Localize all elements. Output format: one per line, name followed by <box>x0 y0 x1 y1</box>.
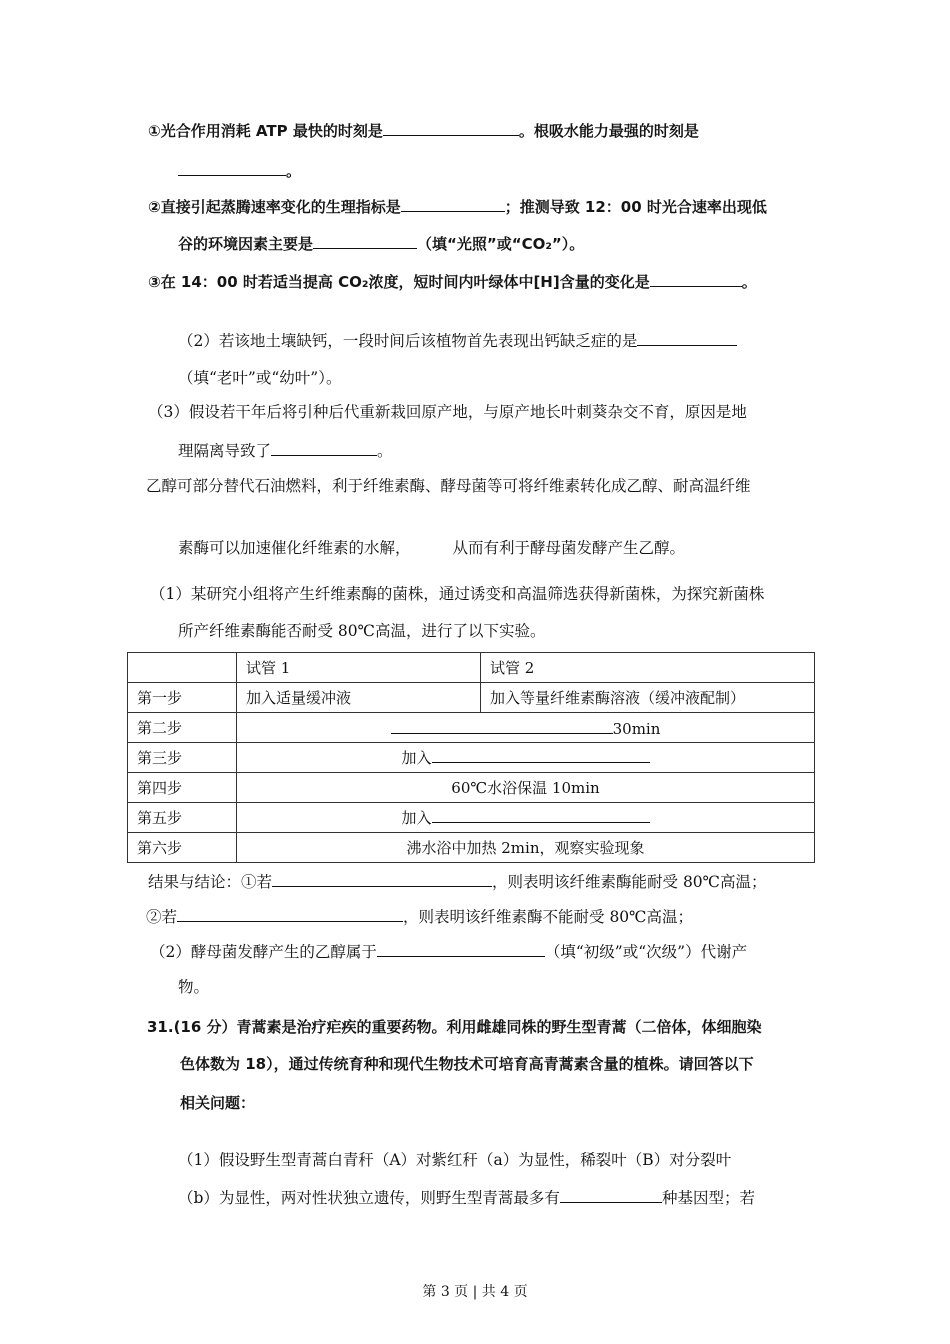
result-line-1 <box>148 871 767 892</box>
q-ethanol-p1-line-1 <box>150 584 764 604</box>
q-isolation-line-2 <box>178 440 393 461</box>
text: ②若 <box>146 908 178 926</box>
answer-blank <box>383 120 519 136</box>
q-ethanol-intro-1 <box>146 476 751 496</box>
text: 。根吸水能力最强的时刻是 <box>518 122 699 140</box>
text: 理隔离导致了 <box>178 442 272 460</box>
text: 31.(16 分）青蒿素是治疗疟疾的重要药物。利用雌雄同株的野生型青蒿（二倍体，体细胞染 <box>147 1018 762 1036</box>
text: 加入 <box>401 809 432 827</box>
answer-blank <box>560 1187 662 1203</box>
answer-blank <box>650 271 742 287</box>
text: 谷的环境因素主要是 <box>178 235 314 253</box>
text: （填“老叶”或“幼叶”）。 <box>178 369 342 387</box>
answer-blank <box>401 196 505 212</box>
table-row <box>128 743 815 773</box>
text: 乙醇可部分替代石油燃料，利于纤维素酶、酵母菌等可将纤维素转化成乙醇、耐高温纤维 <box>146 477 751 495</box>
step-label: 第五步 <box>128 803 237 833</box>
answer-blank <box>178 160 286 176</box>
table-row <box>128 803 815 833</box>
answer-blank <box>637 330 737 346</box>
text: 。 <box>377 442 393 460</box>
table-cell: 加入适量缓冲液 <box>237 683 481 713</box>
q-photo-line-4 <box>178 233 584 254</box>
q-ethanol-intro-2 <box>178 538 685 558</box>
answer-blank <box>377 941 545 957</box>
table-header-tube-2: 试管 2 <box>481 653 815 683</box>
answer-blank <box>271 440 377 456</box>
answer-blank <box>272 871 492 887</box>
step-label: 第四步 <box>128 773 237 803</box>
step-label: 第六步 <box>128 833 237 863</box>
text: （填“光照”或“CO₂”）。 <box>417 235 585 253</box>
text: ②直接引起蒸腾速率变化的生理指标是 <box>148 198 401 216</box>
answer-blank <box>432 807 650 823</box>
q-photo-line-2 <box>178 160 301 181</box>
table-header-tube-1: 试管 1 <box>237 653 481 683</box>
step-label: 第三步 <box>128 743 237 773</box>
q-photo-line-3 <box>148 196 767 217</box>
table-row <box>128 653 815 683</box>
q-ethanol-p2-line-1 <box>150 941 747 962</box>
text: 物。 <box>178 978 210 996</box>
table-cell <box>128 653 237 683</box>
text: （2）若该地土壤缺钙，一段时间后该植物首先表现出钙缺乏症的是 <box>178 332 638 350</box>
text: （3）假设若干年后将引种后代重新栽回原产地，与原产地长叶刺葵杂交不育，原因是地 <box>148 403 747 421</box>
answer-blank <box>313 233 417 249</box>
experiment-table <box>127 652 815 863</box>
q31-line-1 <box>147 1017 762 1037</box>
step-label: 第二步 <box>128 713 237 743</box>
text: 素酶可以加速催化纤维素的水解， <box>178 539 411 557</box>
q31-p1-line-2 <box>178 1187 755 1208</box>
page-footer: 第 3 页 | 共 4 页 <box>422 1284 528 1300</box>
text: （1）某研究小组将产生纤维素酶的菌株，通过诱变和高温筛选获得新菌株，为探究新菌株 <box>150 585 765 603</box>
table-cell <box>237 803 815 833</box>
table-row <box>128 683 815 713</box>
q31-line-3 <box>180 1093 255 1113</box>
text: （填“初级”或“次级”）代谢产 <box>544 943 748 961</box>
table-cell <box>237 743 815 773</box>
answer-blank <box>177 906 403 922</box>
result-line-2 <box>146 906 693 927</box>
answer-blank <box>432 747 650 763</box>
q-photo-line-1 <box>148 120 699 141</box>
q-isolation-line-1 <box>148 402 747 422</box>
text: （b）为显性，两对性状独立遗传，则野生型青蒿最多有 <box>178 1189 560 1207</box>
q31-p1-line-1 <box>178 1150 731 1170</box>
q-ethanol-p2-line-2 <box>178 977 209 997</box>
text: 。 <box>741 273 757 291</box>
text: ①光合作用消耗 ATP 最快的时刻是 <box>148 122 383 140</box>
text: ，则表明该纤维素酶能耐受 80℃高温； <box>492 873 767 891</box>
text: 相关问题： <box>180 1094 256 1112</box>
text: 加入 <box>401 749 432 767</box>
text: 。 <box>286 162 302 180</box>
text: （2）酵母菌发酵产生的乙醇属于 <box>150 943 377 961</box>
q31-line-2 <box>180 1054 754 1074</box>
table-row <box>128 773 815 803</box>
text: 结果与结论：①若 <box>148 873 273 891</box>
table-row <box>128 833 815 863</box>
q-calcium-line-1 <box>178 330 737 351</box>
table-cell: 60℃水浴保温 10min <box>237 773 815 803</box>
table-row <box>128 713 815 743</box>
table-cell: 加入等量纤维素酶溶液（缓冲液配制） <box>481 683 815 713</box>
step-label: 第一步 <box>128 683 237 713</box>
table-cell <box>237 713 815 743</box>
text: （1）假设野生型青蒿白青秆（A）对紫红秆（a）为显性，稀裂叶（B）对分裂叶 <box>178 1151 732 1169</box>
text: ，则表明该纤维素酶不能耐受 80℃高温； <box>403 908 694 926</box>
q-ethanol-p1-line-2 <box>178 621 546 641</box>
text: 30min <box>612 719 661 738</box>
text: ；推测导致 12：00 时光合速率出现低 <box>504 198 767 216</box>
text: 种基因型；若 <box>661 1189 755 1207</box>
table-cell: 沸水浴中加热 2min，观察实验现象 <box>237 833 815 863</box>
q-calcium-line-2 <box>178 368 341 388</box>
q-photo-line-5 <box>148 271 757 292</box>
answer-blank <box>391 718 613 734</box>
text: 色体数为 18），通过传统育种和现代生物技术可培育高青蒿素含量的植株。请回答以下 <box>180 1055 754 1073</box>
text: 从而有利于酵母菌发酵产生乙醇。 <box>452 539 686 557</box>
text: ③在 14：00 时若适当提高 CO₂浓度，短时间内叶绿体中[H]含量的变化是 <box>148 273 650 291</box>
text: 所产纤维素酶能否耐受 80℃高温，进行了以下实验。 <box>178 622 546 640</box>
